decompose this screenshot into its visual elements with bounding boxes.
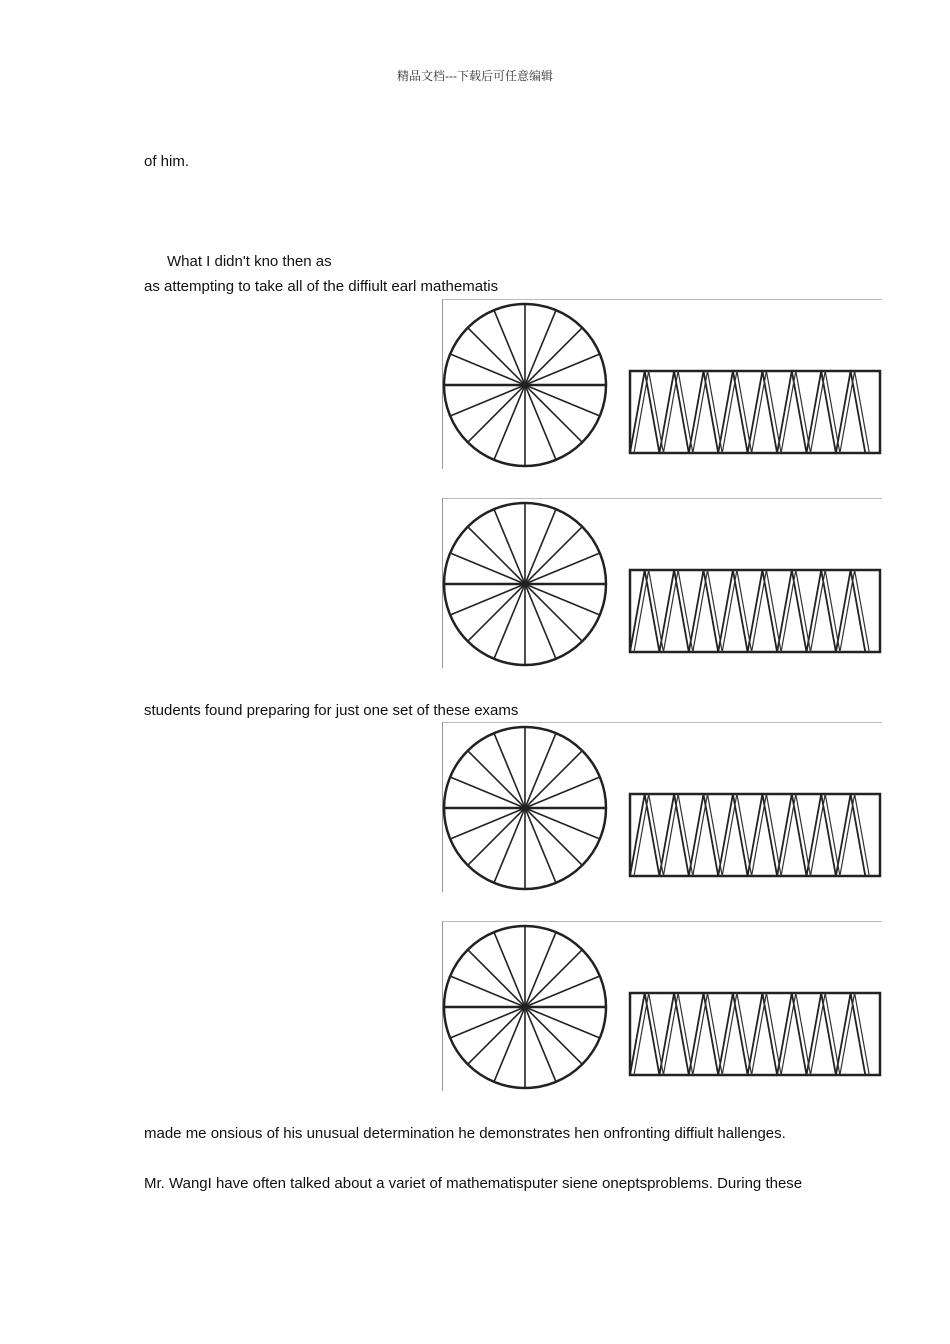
paragraph-attempting: as attempting to take all of the diffiult earl mathematis — [144, 278, 499, 295]
circle-sector-figure-2 — [442, 498, 882, 668]
circle-sector-figure-4 — [442, 921, 882, 1091]
circle-sector-figure-3 — [442, 722, 882, 892]
paragraph-what-i-didnt-know: What I didn't kno then as — [167, 253, 332, 270]
page-header: 精品文档---下载后可任意编辑 — [397, 69, 553, 83]
paragraph-mr-wang: Mr. WangI have often talked about a variet of mathematisputer siene oneptsproblems. During these — [144, 1175, 803, 1192]
circle-sector-figure-1 — [442, 299, 882, 469]
paragraph-students-found: students found preparing for just one set of these exams — [144, 702, 519, 719]
paragraph-of-him: of him. — [144, 153, 190, 170]
paragraph-made-me-conscious: made me onsious of his unusual determination he demonstrates hen onfronting diffiult hallenges. — [144, 1125, 786, 1142]
